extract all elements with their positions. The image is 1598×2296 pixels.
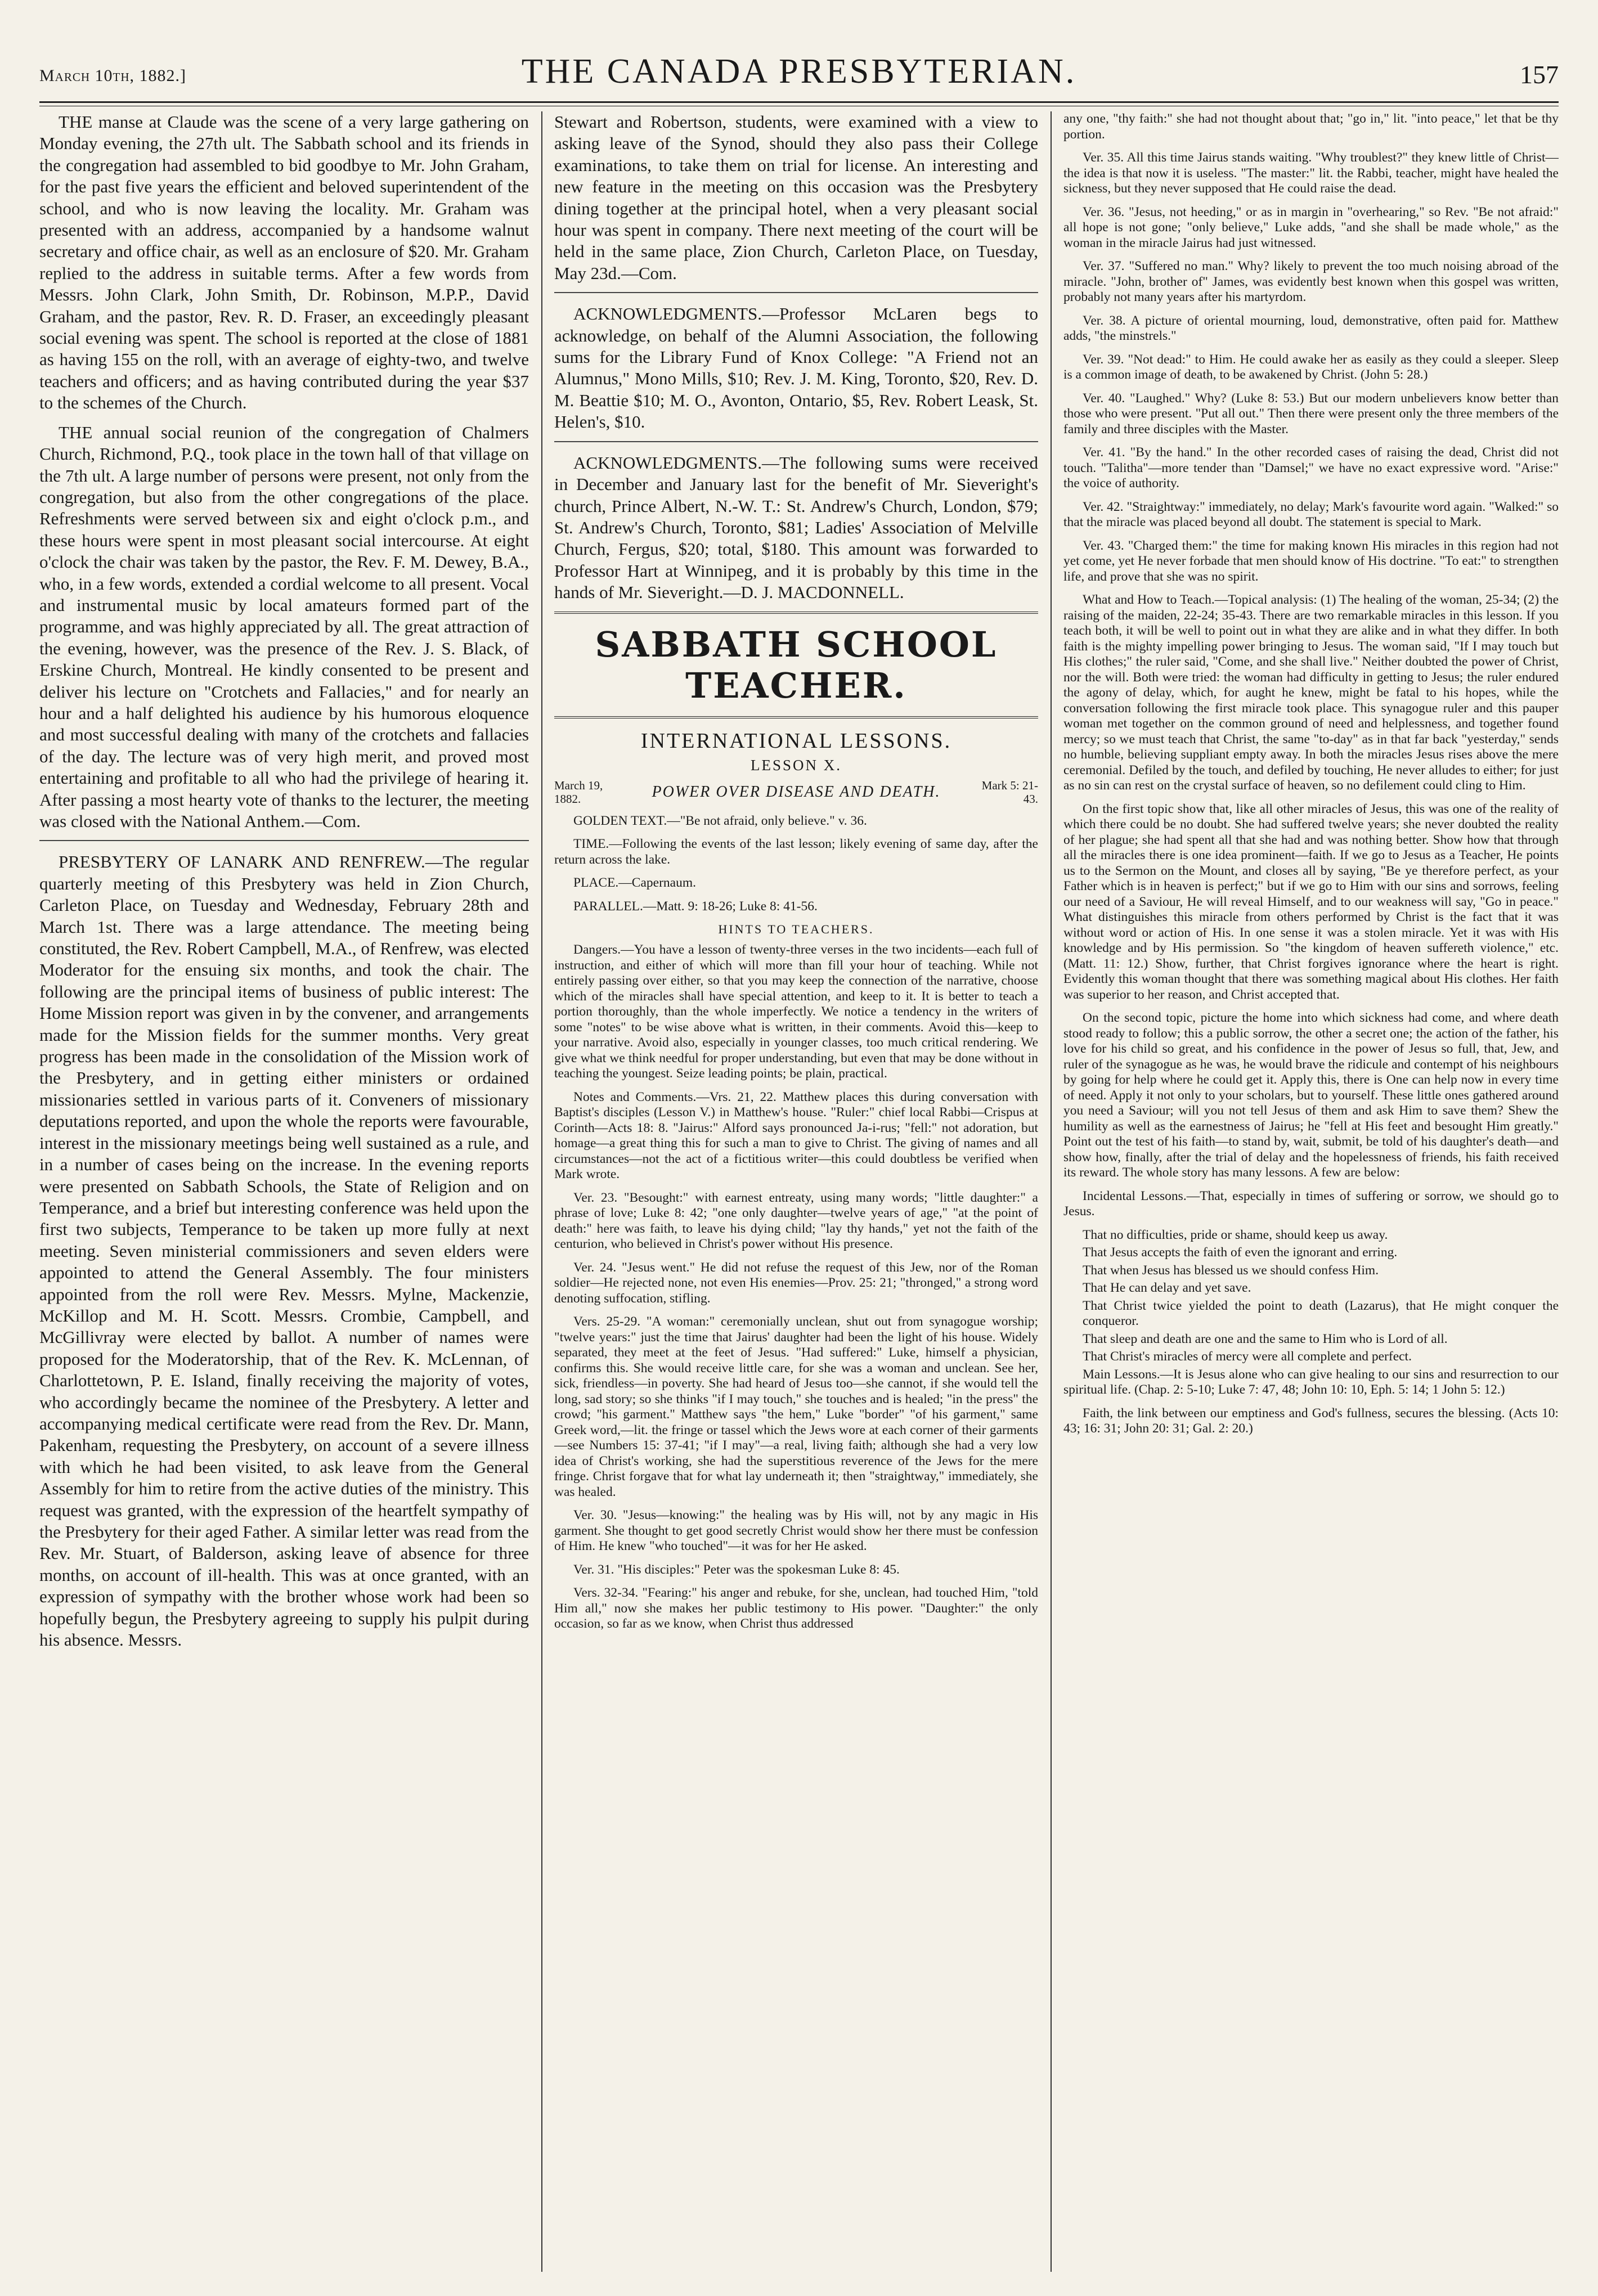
note-ver-36: Ver. 36. "Jesus, not heeding," or as in margin in "overhearing," so Rev. "Be not afraid:" all hope is not gone; "only believe," Luke adds, "and she shall be made whole," as the woman in the miracle Jairus had just witnessed.	[1063, 204, 1559, 250]
hints-dangers: Dangers.—You have a lesson of twenty-three verses in the two incidents—each full of instruction, and either of which will more than fill your hour of teaching. While not entirely passing over either, so that you may keep the connection of the narrative, choose which of the miracles shall have special attention, and keep to it. It is better to teach a portion thoroughly, than the whole imperfectly. We notice a tendency in the writers of some "notes" to be wise above what is written, in their comments. Avoid this—keep to your narrative. Avoid also, especially in younger classes, too much critical rendering. We give what we think needful for proper understanding, but even that may be done without in teaching the youngest. Seize leading points; be plain, practical.	[554, 942, 1038, 1081]
column-1	[39, 111, 529, 2272]
article-claude-manse: THE manse at Claude was the scene of a very large gathering on Monday evening, the 27th ult. The Sabbath school and its friends in the congregation had assembled to bid goodbye to Mr. John Graham, for the past five years the efficient and beloved superintendent of the school, and who is now leaving the locality. Mr. Graham was presented with an address, accompanied by a handsome walnut secretary and office chair, as well as an enclosure of $20. Mr. Graham replied to the address in suitable terms. After a few words from Messrs. John Clark, John Smith, Dr. Robinson, M.P.P., David Graham, and the pastor, Rev. R. D. Fraser, an exceedingly pleasant social evening was spent. The school is reported at the close of 1881 as having 155 on the roll, with an average of eighty-two, and twelve teachers and officers; and as having contributed during the year $37 to the schemes of the Church.	[39, 112, 529, 413]
article-divider	[554, 441, 1038, 442]
column-2	[554, 111, 1038, 2272]
main-lessons: Main Lessons.—It is Jesus alone who can give healing to our sins and resurrection to our spiritual life. (Chap. 2: 5-10; Luke 7: 47, 48; John 10: 10, Eph. 5: 14; 1 John 5: 12.)	[1063, 1367, 1559, 1397]
lesson-heading	[554, 779, 1038, 806]
note-vers-32-34: Vers. 32-34. "Fearing:" his anger and rebuke, for she, unclean, had touched Him, "told Him all," now she makes her public testimony to His power. "Daughter:" the only occasion, so far as we know, when Christ thus addressed	[554, 1585, 1038, 1632]
column-3	[1063, 111, 1559, 2272]
column-divider-1	[541, 111, 542, 2272]
faith-link: Faith, the link between our emptiness and God's fullness, secures the blessing. (Acts 10: 43; 16: 31; John 20: 31; Gal. 2: 20.)	[1063, 1405, 1559, 1436]
header-rule-top	[39, 101, 1559, 103]
article-divider	[554, 292, 1038, 293]
hints-heading: HINTS TO TEACHERS.	[718, 922, 874, 937]
what-and-how-to-teach: What and How to Teach.—Topical analysis: (1) The healing of the woman, 25-34; (2) the raising of the maiden, 22-24; 35-43. There are two remarkable miracles in this lesson. If you teach both, it will be well to point out in what they are alike and in what they differ. In both faith is the mighty impelling power bringing to Jesus. The woman said, "If I may touch but His clothes;" the ruler said, "Come, and she shall live." Neither doubted the power of Christ, nor the will. Both were tried: the woman had difficulty in getting to Jesus; the ruler endured the agony of delay, which, for aught he knew, might be fatal to his hopes, while the conversation following the first miracle took place. This synagogue ruler and this pauper woman met together on the common ground of need and helplessness, and together found mercy; so we must teach that Christ, the same "to-day" as in that far back "yesterday," sends no humble, believing suppliant empty away. In both the miracles Jesus rises above the mere ceremonial. Defiled by the touch, and defiled by touching, He never alludes to either; for just as no sin can rest on the crystal surface of heaven, so no defilement could cling to Him.	[1063, 592, 1559, 793]
lesson-date: March 19, 1882.	[554, 778, 603, 806]
note-ver-41: Ver. 41. "By the hand." In the other recorded cases of raising the dead, Christ did not touch. "Talitha"—more tender than "Damsel;" we have no exact expressive word. "Arise:" the voice of authority.	[1063, 445, 1559, 491]
page-number: 157	[1520, 60, 1559, 89]
list-item: That Christ twice yielded the point to death (Lazarus), that He might conquer the conqueror.	[1083, 1298, 1559, 1328]
issue-date: March 10th, 1882.]	[39, 66, 187, 85]
list-item: That sleep and death are one and the same to Him who is Lord of all.	[1083, 1331, 1448, 1346]
list-item: That when Jesus has blessed us we should confess Him.	[1083, 1262, 1379, 1278]
lesson-reference: Mark 5: 21-43.	[981, 778, 1038, 806]
note-ver-35: Ver. 35. All this time Jairus stands waiting. "Why troublest?" they knew little of Christ—the idea is that now it is useless. "The master:" lit. the Rabbi, teacher, might have healed the sickness, but they never supposed that He could raise the dead.	[1063, 150, 1559, 196]
page-header	[39, 52, 1559, 102]
list-item: That He can delay and yet save.	[1083, 1280, 1251, 1295]
list-item: That Christ's miracles of mercy were all complete and perfect.	[1083, 1349, 1412, 1364]
acknowledgments-sieveright: ACKNOWLEDGMENTS.—The following sums were received in December and January last for the benefit of Mr. Sieveright's church, Prince Albert, N.-W. T.: St. Andrew's Church, London, $79; St. Andrew's Church, Toronto, $81; Ladies' Association of Melville Church, Fergus, $20; total, $180. This amount was forwarded to Professor Hart at Winnipeg, and it is probably by this time in the hands of Mr. Sieveright.—D. J. MACDONNELL.	[554, 452, 1038, 603]
note-ver-40: Ver. 40. "Laughed." Why? (Luke 8: 53.) But our modern unbelievers know better than those who were present. "Put all out." Then there were present only the three members of the family and three disciples with the Master.	[1063, 390, 1559, 437]
acknowledgments-mclaren: ACKNOWLEDGMENTS.—Professor McLaren begs to acknowledge, on behalf of the Alumni Association, the following sums for the Library Fund of Knox College: "A Friend not an Alumnus," Mono Mills, $10; Rev. J. M. King, Toronto, $20, Rev. D. M. Beattie $10; M. O., Avonton, Ontario, $5, Rev. Robert Leask, St. Helen's, $10.	[554, 304, 1038, 432]
lesson-place: PLACE.—Capernaum.	[573, 875, 696, 891]
note-ver-31: Ver. 31. "His disciples:" Peter was the spokesman Luke 8: 45.	[573, 1562, 900, 1577]
first-topic: On the first topic show that, like all other miracles of Jesus, this was one of the reality of which there could be no doubt. She had suffered twelve years; she never doubted the reality of her plague; she had spent all that she had and was nothing better. Show how that through all the miracles there is one idea prominent—faith. If we go to Jesus as a Teacher, He points us to the Sermon on the Mount, and closes all by saying, "Be ye therefore perfect, as your Father which is in heaven is perfect;" but if we go to Him with our sins and sorrows, feeling our need of a Saviour, He will reveal Himself, and to our weakness will say, "Go in peace." What distinguishes this miracle from others performed by Christ is the fact that it was without word or action of His. In one sense it was a stolen miracle. Yet it was with His knowledge and by His permission. So "the kingdom of heaven suffereth violence," etc. (Matt. 11: 12.) Show, further, that Christ forgives ignorance where the heart is right. Evidently this woman thought that there was something magical about His clothes. Her faith was superior to her reason, and Christ accepted that.	[1063, 801, 1559, 1002]
lesson-number: LESSON X.	[750, 756, 842, 774]
list-item: That no difficulties, pride or shame, should keep us away.	[1083, 1227, 1388, 1242]
note-ver-30: Ver. 30. "Jesus—knowing:" the healing was by His will, not by any magic in His garment. She thought to get good secretly Christ would show her there must be confession of Him. He knew "who touched"—it was for her He asked.	[554, 1508, 1038, 1554]
article-presbytery-lanark: PRESBYTERY OF LANARK AND RENFREW.—The regular quarterly meeting of this Presbytery was held in Zion Church, Carleton Place, on Tuesday and Wednesday, February 28th and March 1st. There was a large attendance. The meeting being constituted, the Rev. Robert Campbell, M.A., of Renfrew, was elected Moderator for the ensuing six months, and took the chair. The following are the principal items of business of public interest: The Home Mission report was given in by the convener, and arrangements made for the Mission fields for the summer months. Very great progress has been made in the consolidation of the Mission work of the Presbytery, and in getting either ministers or ordained missionaries settled in various parts of it. Conveners of missionary deputations reported, and upon the whole the reports were favourable, interest in the missionary meetings being well sustained as a rule, and in a number of cases being on the increase. In the evening reports were presented on Sabbath Schools, the State of Religion and on Temperance, and a brief but interesting conference was held upon the first two subjects, Temperance to be taken up more fully at next meeting. Seven ministerial commissioners and seven elders were appointed to attend the General Assembly. The four ministers appointed from the roll were Rev. Messrs. Mylne, Mackenzie, McKillop and M. H. Scott. Messrs. Crombie, Campbell, and McGillivray were elected by ballot. A number of names were proposed for the Moderatorship, that of the Rev. K. McLennan, of Charlottetown, P. E. Island, finally receiving the majority of votes, who accordingly became the nominee of the Presbytery. A letter and accompanying medical certificate were read from the Rev. Dr. Mann, Pakenham, requesting the Presbytery, on account of a severe illness with which he had been visited, to ask leave from the General Assembly for him to retire from the active duties of the ministry. This request was granted, with the expression of the heartfelt sympathy of the Presbytery for their aged Father. A similar letter was read from the Rev. Mr. Stuart, of Balderson, asking leave of absence for three months, on account of ill-health. This was at once granted, with an expression of sympathy with the brother whose work had been so hopefully begun, the Presbytery agreeing to supply his pulpit during his absence. Messrs.	[39, 852, 529, 1650]
lesson-topic: POWER OVER DISEASE AND DEATH.	[652, 783, 941, 801]
incidental-lessons-list	[1063, 1228, 1559, 1365]
note-ver-38: Ver. 38. A picture of oriental mourning, loud, demonstrative, often paid for. Matthew adds, "the minstrels."	[1063, 313, 1559, 343]
incidental-lessons: Incidental Lessons.—That, especially in times of suffering or sorrow, we should go to Jesus.	[1063, 1188, 1559, 1219]
article-divider	[39, 840, 529, 841]
note-ver-37: Ver. 37. "Suffered no man." Why? likely to prevent the too much noising abroad of the miracle. "John, brother of" James, was evidently best known when this gospel was written, probably not many years after his martyrdom.	[1063, 259, 1559, 304]
lesson-parallel: PARALLEL.—Matt. 9: 18-26; Luke 8: 41-56.	[573, 898, 818, 914]
section-title: INTERNATIONAL LESSONS.	[640, 729, 952, 753]
column-divider-2	[1051, 111, 1052, 2272]
note-vers-25-29: Vers. 25-29. "A woman:" ceremonially unclean, shut out from synagogue worship; "twelve years:" just the time that Jairus' daughter had been the light of his house. Widely separated, they meet at the feet of Jesus. "Had suffered:" Luke, himself a physician, confirms this. She would receive little care, for she was a woman and unclean. See her, sick, friendless—in poverty. She had heard of Jesus too—she cannot, if she would tell the long, sad story; so she thinks "if I may touch," she touches and is healed; "in the press" the crowd; "his garment." Matthew says "the hem," Luke "border" "of his garment," same Greek word,—lit. the fringe or tassel which the Jews wore at each corner of their garments—see Numbers 15: 37-41; "if I may"—a real, living faith; although she had a very low idea of Christ's working, she had the superstitious reverence of the Jews for the mere fringe. Christ forgave that for what lay underneath it; then "straightway," immediately, she was healed.	[554, 1314, 1038, 1499]
newspaper-title: THE CANADA PRESBYTERIAN.	[521, 52, 1077, 91]
note-continued: any one, "thy faith:" she had not thought about that; "go in," lit. "into peace," let that be thy portion.	[1063, 111, 1559, 142]
sabbath-school-masthead: SABBATH SCHOOL TEACHER.	[554, 612, 1038, 718]
note-ver-24: Ver. 24. "Jesus went." He did not refuse the request of this Jew, nor of the Roman soldier—He rejected none, not even His enemies—Prov. 25: 21; "thronged," a strong word denoting suffocation, stifling.	[554, 1260, 1038, 1306]
article-chalmers-church: THE annual social reunion of the congregation of Chalmers Church, Richmond, P.Q., took place in the town hall of that village on the 7th ult. A large number of persons were present, not only from the congregation, but also from the other congregations of the place. Refreshments were served between six and eight o'clock p.m., and these hours were spent in most pleasant social intercourse. At eight o'clock the chair was taken by the pastor, the Rev. F. M. Dewey, B.A., who, in a few words, extended a cordial welcome to all present. Vocal and instrumental music by local amateurs formed part of the programme, and was highly appreciated by all. The great attraction of the evening, however, was the presence of the Rev. J. S. Black, of Erskine Church, Montreal. He kindly consented to be present and deliver his lecture on "Crotchets and Fallacies," and for nearly an hour and a half delighted his audience by his humorous eloquence and most successful dealing with many of the crotchets and fallacies of the day. The lecture was of very high merit, and proved most entertaining and profitable to all who had the privilege of hearing it. After passing a most hearty vote of thanks to the lecturer, the meeting was closed with the National Anthem.—Com.	[39, 422, 529, 831]
notes-comments: Notes and Comments.—Vrs. 21, 22. Matthew places this during conversation with Baptist's disciples (Lesson V.) in Matthew's house. "Ruler:" chief local Rabbi—Crispus at Corinth—Acts 18: 8. "Jairus:" Alford says pronounced Ja-i-rus; "fell:" not adoration, but homage—a great thing this for such a man to give to Christ. The giving of names and all circumstances—not the act of a fictitious writer—this could doubtless be verified when Mark wrote.	[554, 1089, 1038, 1182]
golden-text: GOLDEN TEXT.—"Be not afraid, only believe." v. 36.	[573, 813, 867, 828]
lesson-time: TIME.—Following the events of the last lesson; likely evening of same day, after the return across the lake.	[554, 837, 1038, 867]
article-presbytery-continued: Stewart and Robertson, students, were examined with a view to asking leave of the Synod, should they also pass their College examinations, to take them on trial for license. An interesting and new feature in the meeting on this occasion was the Presbytery dining together at the principal hotel, when a very pleasant social hour was spent in company. There next meeting of the court will be held in the same place, Zion Church, Carleton Place, on Tuesday, May 23d.—Com.	[554, 112, 1038, 283]
note-ver-42: Ver. 42. "Straightway:" immediately, no delay; Mark's favourite word again. "Walked:" so that the miracle was placed beyond all doubt. The statement is special to Mark.	[1063, 499, 1559, 529]
note-ver-39: Ver. 39. "Not dead:" to Him. He could awake her as easily as they could a sleeper. Sleep is a common image of death, to be awakened by Christ. (John 5: 28.)	[1063, 352, 1559, 382]
note-ver-43: Ver. 43. "Charged them:" the time for making known His miracles in this region had not yet come, yet He never forbade that men should know of His doctrine. "To eat:" to strengthen life, and prove that she was no spirit.	[1063, 538, 1559, 584]
second-topic: On the second topic, picture the home into which sickness had come, and where death stood ready to follow; this a public sorrow, the other a secret one; the action of the father, his love for his child so great, and his confidence in the power of Jesus so full, that, Jew, and ruler of the synagogue as he was, he would brave the ridicule and contempt of his neighbours by going for help where he could get it. Apply this, there is One can help now in every time of need. Apply it not only to your scholars, but to yourself. These little ones gathered around you need a Saviour; will you not tell Jesus of them and ask Him to save them? Shew the humility as well as the earnestness of Jairus; he "fell at His feet and besought Him greatly." Point out the test of his faith—to stand by, wait, submit, be told of his daughter's death—and show how, finally, after the trial of delay and the hopelessness of friends, his faith received its reward. The whole story has many lessons. A few are below:	[1063, 1010, 1559, 1180]
note-ver-23: Ver. 23. "Besought:" with earnest entreaty, using many words; "little daughter:" a phrase of love; Luke 8: 42; "one only daughter—twelve years of age," "at the point of death:" here was faith, to leave his dying child; "lay thy hands," yet not the faith of the centurion, who believed in Christ's power without His presence.	[554, 1190, 1038, 1252]
list-item: That Jesus accepts the faith of even the ignorant and erring.	[1083, 1245, 1398, 1260]
